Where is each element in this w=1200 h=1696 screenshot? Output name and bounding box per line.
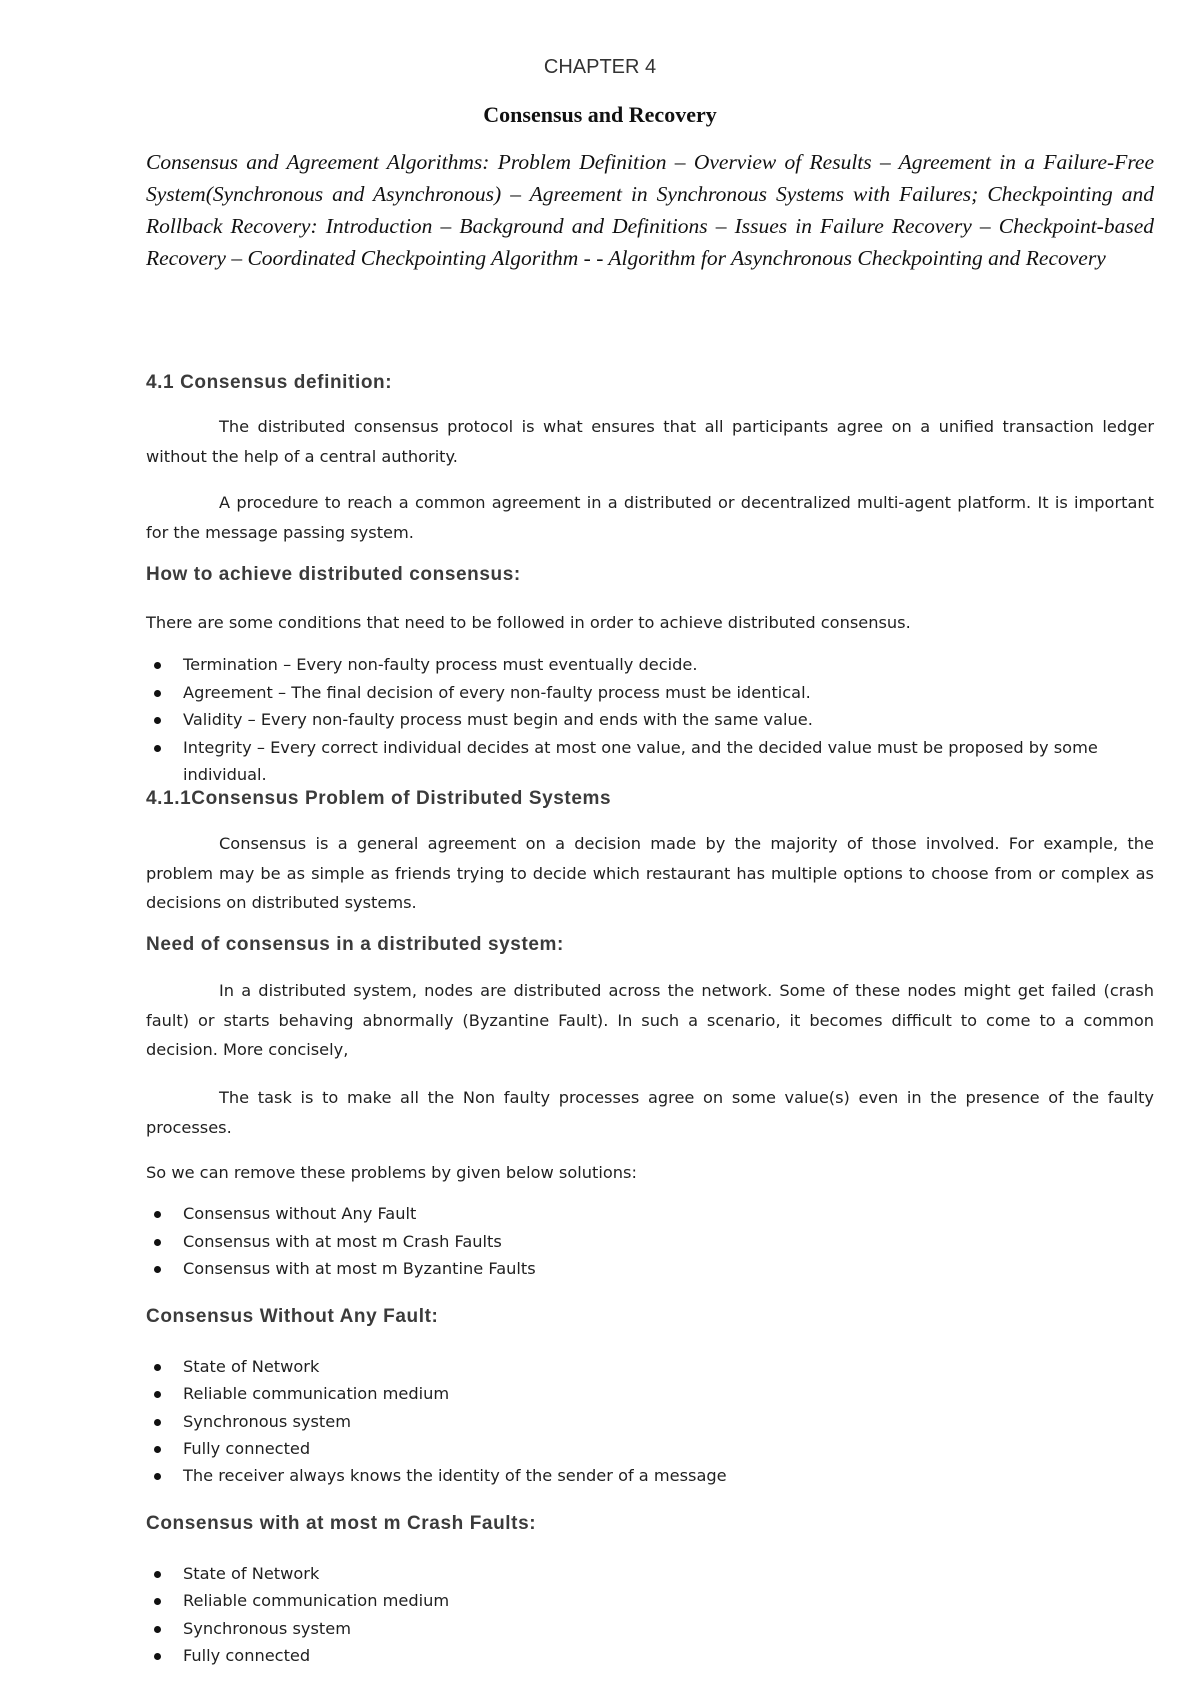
bullet-icon <box>154 1211 161 1218</box>
section-4-1-1-heading: 4.1.1Consensus Problem of Distributed Systems <box>146 788 612 809</box>
bullet-icon <box>154 1446 161 1453</box>
bullet-icon <box>154 662 161 669</box>
how-to-achieve-intro: There are some conditions that need to be followed in order to achieve distributed consensus. <box>146 613 911 632</box>
how-to-achieve-heading: How to achieve distributed consensus: <box>146 564 521 585</box>
list-item: Consensus with at most m Byzantine Faults <box>146 1255 1154 1283</box>
without-fault-list <box>146 1353 1154 1489</box>
list-item: Agreement – The final decision of every non-faulty process must be identical. <box>146 679 1154 707</box>
list-item: Consensus with at most m Crash Faults <box>146 1228 1154 1256</box>
list-item: Fully connected <box>146 1642 1154 1669</box>
list-item: State of Network <box>146 1560 1154 1587</box>
need-of-consensus-para-2: The task is to make all the Non faulty processes agree on some value(s) even in the presence of the faulty processes. <box>146 1088 1154 1137</box>
section-4-1-para-1: The distributed consensus protocol is what ensures that all participants agree on a unified transaction ledger without the help of a central authority. <box>146 417 1154 466</box>
chapter-title: Consensus and Recovery <box>483 102 717 127</box>
need-of-consensus-para-1: In a distributed system, nodes are distributed across the network. Some of these nodes might get failed (crash fault) or starts behaving abnormally (Byzantine Fault). In such a scenario, it becomes difficult to come to a common decision. More concisely, <box>146 981 1154 1059</box>
bullet-icon <box>154 1419 161 1426</box>
list-item: Validity – Every non-faulty process must begin and ends with the same value. <box>146 706 1154 734</box>
bullet-icon <box>154 1571 161 1578</box>
list-item: The receiver always knows the identity of the sender of a message <box>146 1462 1154 1489</box>
list-item: Synchronous system <box>146 1408 1154 1435</box>
bullet-icon <box>154 717 161 724</box>
list-item: Integrity – Every correct individual decides at most one value, and the decided value must be proposed by some individual. <box>146 734 1154 789</box>
list-item: Fully connected <box>146 1435 1154 1462</box>
bullet-icon <box>154 1239 161 1246</box>
list-item: Reliable communication medium <box>146 1380 1154 1407</box>
section-4-1-heading: 4.1 Consensus definition: <box>146 372 393 393</box>
bullet-icon <box>154 1653 161 1660</box>
section-4-1-1-para: Consensus is a general agreement on a decision made by the majority of those involved. For example, the problem may be as simple as friends trying to decide which restaurant has multiple options to choose from or complex as decisions on distributed systems. <box>146 834 1154 912</box>
bullet-icon <box>154 1364 161 1371</box>
need-of-consensus-heading: Need of consensus in a distributed system: <box>146 934 564 955</box>
list-item: Termination – Every non-faulty process must eventually decide. <box>146 651 1154 679</box>
bullet-icon <box>154 1598 161 1605</box>
list-item: Reliable communication medium <box>146 1587 1154 1614</box>
chapter-label: CHAPTER 4 <box>543 56 657 78</box>
crash-faults-heading: Consensus with at most m Crash Faults: <box>146 1513 537 1534</box>
bullet-icon <box>154 1626 161 1633</box>
bullet-icon <box>154 1391 161 1398</box>
bullet-icon <box>154 690 161 697</box>
bullet-icon <box>154 1473 161 1480</box>
crash-faults-list <box>146 1560 1154 1669</box>
solutions-intro: So we can remove these problems by given below solutions: <box>146 1163 637 1182</box>
list-item: Consensus without Any Fault <box>146 1200 1154 1228</box>
without-fault-heading: Consensus Without Any Fault: <box>146 1306 439 1327</box>
conditions-list <box>146 651 1154 789</box>
chapter-syllabus: Consensus and Agreement Algorithms: Problem Definition – Overview of Results – Agreement in a Failure-Free System(Synchronous and Asynchronous) – Agreement in Synchronous Systems with Failures; Checkpointing and Rollback Recovery: Introduction – Background and Definitions – Issues in Failure Recovery – Checkpoint-based Recovery – Coordinated Checkpointing Algorithm - - Algorithm for Asynchronous Checkpointing and Recovery <box>146 150 1154 270</box>
bullet-icon <box>154 1266 161 1273</box>
list-item: Synchronous system <box>146 1615 1154 1642</box>
bullet-icon <box>154 745 161 752</box>
section-4-1-para-2: A procedure to reach a common agreement in a distributed or decentralized multi-agent platform. It is important for the message passing system. <box>146 493 1154 542</box>
list-item: State of Network <box>146 1353 1154 1380</box>
solutions-list <box>146 1200 1154 1283</box>
